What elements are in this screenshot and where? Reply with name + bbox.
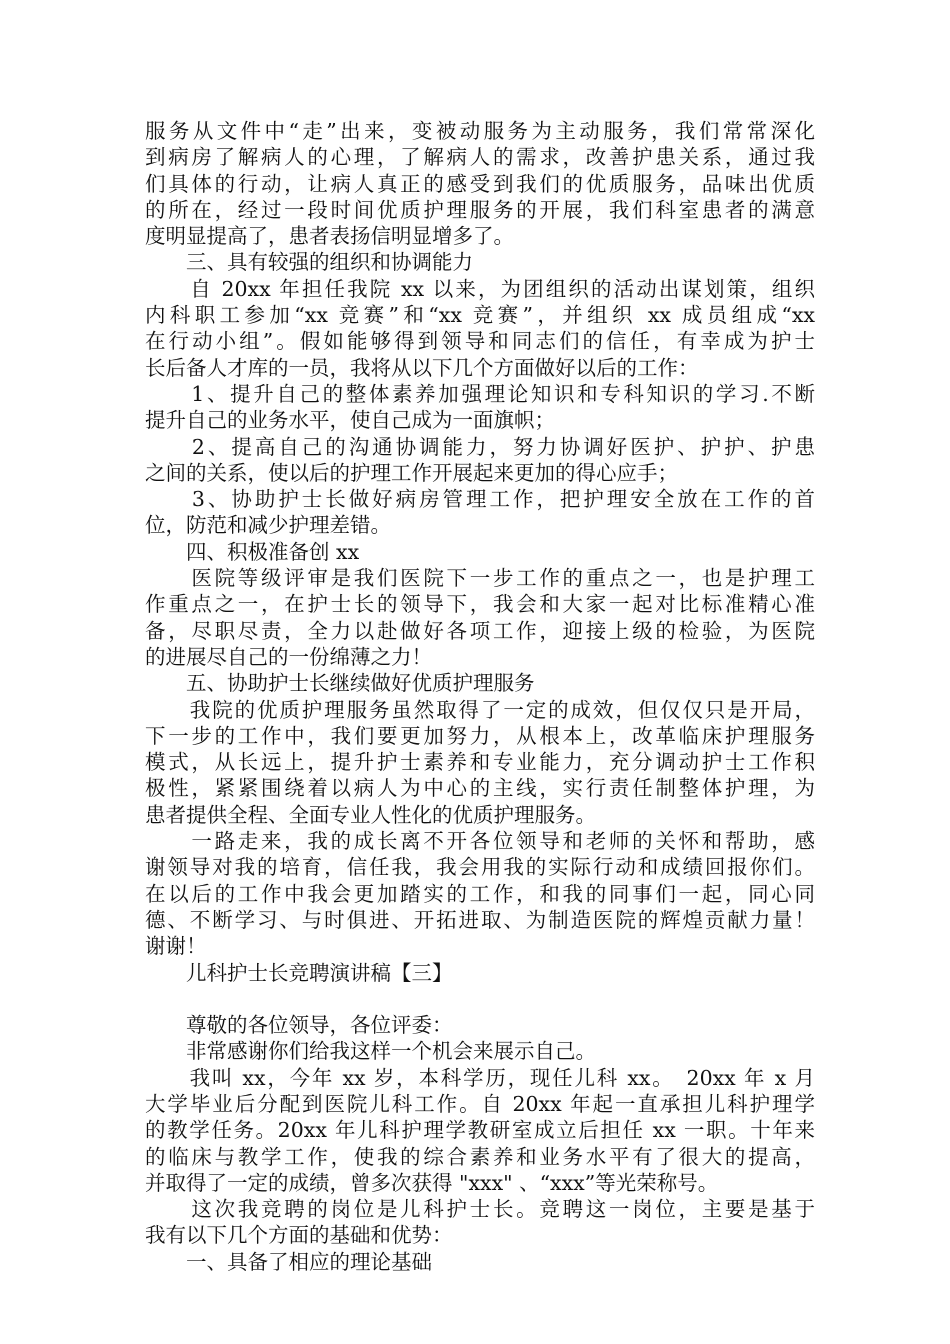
text-line: 我叫 xx，今年 xx 岁，本科学历，现任儿科 xx。 20xx 年 x 月	[145, 1065, 815, 1090]
text-line: 3、协助护士长做好病房管理工作，把护理安全放在工作的首	[145, 487, 815, 512]
text-line: 到病房了解病人的心理，了解病人的需求，改善护患关系，通过我	[145, 145, 815, 170]
text-line: 医院等级评审是我们医院下一步工作的重点之一，也是护理工	[145, 566, 815, 591]
text-line: 模式，从长远上，提升护士素养和专业能力，充分调动护士工作积	[145, 750, 815, 775]
text-line: 之间的关系，使以后的护理工作开展起来更加的得心应手；	[145, 460, 678, 485]
text-line: 服务从文件中“走”出来，变被动服务为主动服务，我们常常深化	[145, 119, 815, 143]
text-line: 的所在，经过一段时间优质护理服务的开展，我们科室患者的满意	[145, 197, 815, 222]
document-title: 儿科护士长竞聘演讲稿【三】	[145, 960, 453, 985]
text-line: 2、提高自己的沟通协调能力，努力协调好医护、护护、护患	[145, 434, 815, 459]
text-line: 德、不断学习、与时俱进、开拓进取、为制造医院的辉煌贡献力量！	[145, 907, 815, 932]
section-heading: 四、积极准备创 xx	[145, 539, 360, 564]
text-line: 备，尽职尽责，全力以赴做好各项工作，迎接上级的检验，为医院	[145, 618, 815, 643]
text-line: 下一步的工作中，我们要更加努力，从根本上，改革临床护理服务	[145, 723, 815, 748]
text-line: 在以后的工作中我会更加踏实的工作，和我的同事们一起，同心同	[145, 881, 815, 906]
text-line: 位，防范和减少护理差错。	[145, 513, 391, 538]
text-line: 内科职工参加“xx 竞赛”和“xx 竞赛”，并组织 xx 成员组成“xx	[145, 303, 815, 328]
blank-line	[145, 986, 815, 1012]
section-heading: 一、具备了相应的理论基础	[145, 1249, 432, 1274]
text-line: 自 20xx 年担任我院 xx 以来，为团组织的活动出谋划策，组织	[145, 276, 815, 301]
document-body	[145, 118, 815, 1275]
text-line: 们具体的行动，让病人真正的感受到我们的优质服务，品味出优质	[145, 171, 815, 196]
text-line: 提升自己的业务水平，使自己成为一面旗帜；	[145, 408, 555, 433]
text-line: 大学毕业后分配到医院儿科工作。自 20xx 年起一直承担儿科护理学	[145, 1091, 815, 1116]
text-line: 在行动小组”。假如能够得到领导和同志们的信任，有幸成为护士	[145, 329, 815, 354]
text-line: 我有以下几个方面的基础和优势：	[145, 1223, 453, 1248]
section-heading: 三、具有较强的组织和协调能力	[145, 250, 473, 275]
section-heading: 五、协助护士长继续做好优质护理服务	[145, 671, 535, 696]
text-line: 这次我竞聘的岗位是儿科护士长。竞聘这一岗位，主要是基于	[145, 1197, 815, 1222]
salutation: 尊敬的各位领导，各位评委：	[145, 1013, 453, 1038]
text-line: 的临床与教学工作，使我的综合素养和业务水平有了很大的提高，	[145, 1144, 815, 1169]
text-line: 一路走来，我的成长离不开各位领导和老师的关怀和帮助，感	[145, 829, 815, 854]
text-line: 谢领导对我的培育，信任我，我会用我的实际行动和成绩回报你们。	[145, 855, 815, 880]
text-line: 并取得了一定的成绩，曾多次获得 "xxx" 、“xxx”等光荣称号。	[145, 1170, 719, 1195]
text-line: 谢谢！	[145, 934, 207, 959]
text-line: 患者提供全程、全面专业人性化的优质护理服务。	[145, 802, 596, 827]
text-line: 1、提升自己的整体素养加强理论知识和专科知识的学习.不断	[145, 381, 815, 406]
text-line: 度明显提高了，患者表扬信明显增多了。	[145, 224, 514, 249]
text-line: 的进展尽自己的一份绵薄之力！	[145, 644, 432, 669]
text-line: 作重点之一，在护士长的领导下，我会和大家一起对比标准精心准	[145, 592, 815, 617]
text-line: 极性，紧紧围绕着以病人为中心的主线，实行责任制整体护理，为	[145, 776, 815, 801]
text-line: 非常感谢你们给我这样一个机会来展示自己。	[145, 1039, 596, 1064]
text-line: 长后备人才库的一员，我将从以下几个方面做好以后的工作：	[145, 355, 699, 380]
text-line: 我院的优质护理服务虽然取得了一定的成效，但仅仅只是开局，	[145, 697, 815, 722]
text-line: 的教学任务。20xx 年儿科护理学教研室成立后担任 xx 一职。十年来	[145, 1118, 815, 1143]
